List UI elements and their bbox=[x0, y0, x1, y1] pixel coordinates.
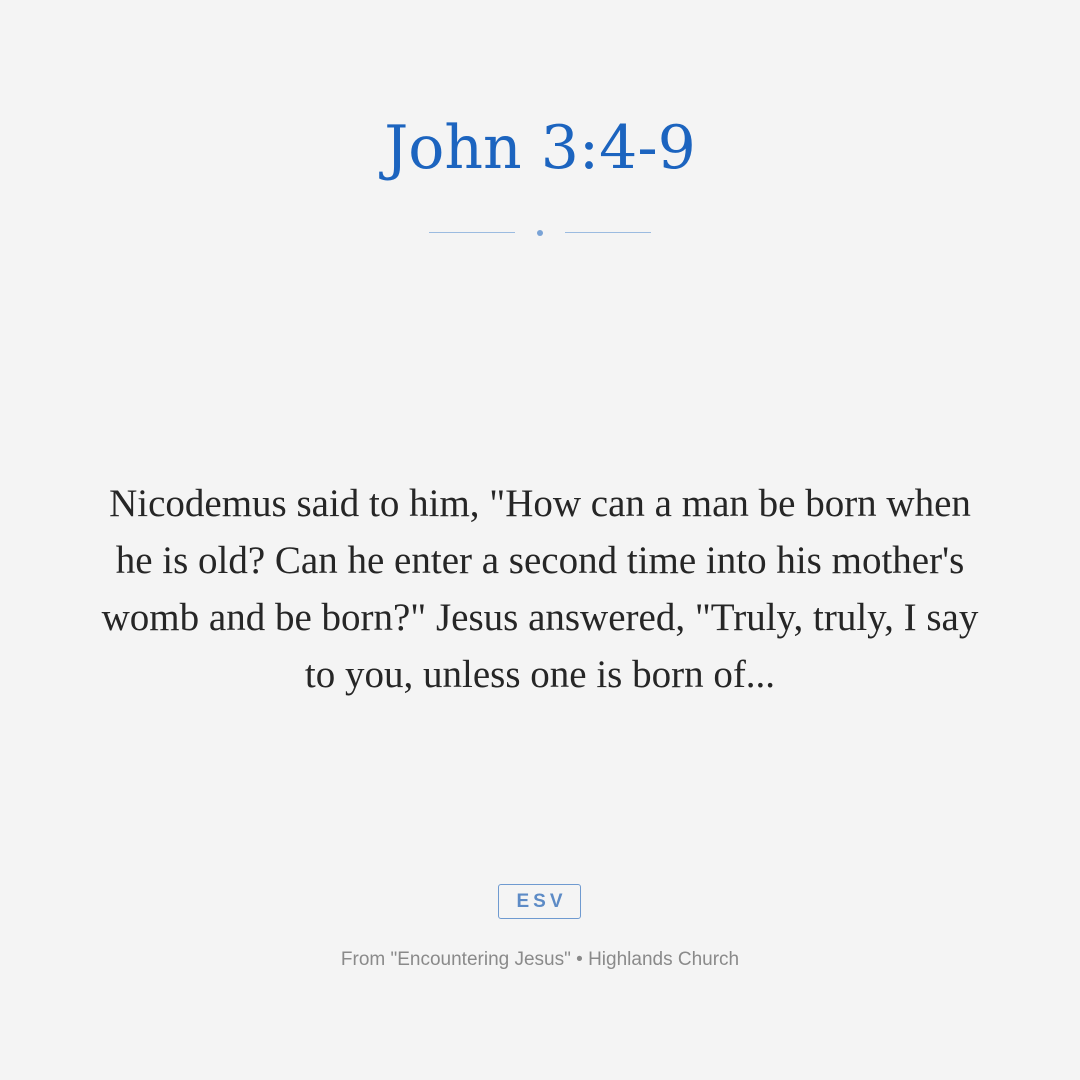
divider-line-left bbox=[429, 232, 515, 233]
divider-line-right bbox=[565, 232, 651, 233]
verse-text: Nicodemus said to him, "How can a man be born when he is old? Can he enter a second time into his mother's womb and be born?" Jesus answered, "Truly, truly, I say to you, unless one is born of... bbox=[101, 482, 979, 696]
divider-dot-icon bbox=[537, 230, 543, 236]
scripture-reference: John 3:4-9 bbox=[384, 113, 696, 183]
ornament-divider bbox=[429, 226, 651, 240]
source-attribution: From "Encountering Jesus" • Highlands Church bbox=[340, 949, 740, 970]
translation-badge: ESV bbox=[498, 884, 581, 919]
